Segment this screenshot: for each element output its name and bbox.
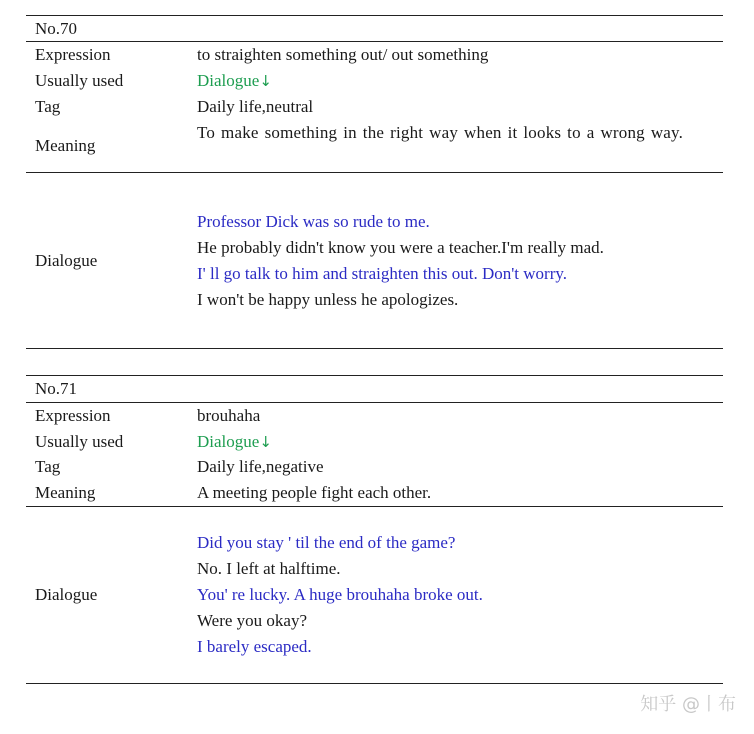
tag-value: Daily life,neutral (197, 97, 314, 116)
usually-used-text: Dialogue (197, 71, 260, 90)
dialogue-line: I barely escaped. (197, 637, 312, 656)
bottom-rule (26, 683, 723, 684)
top-rule (26, 15, 723, 16)
expression-label: Expression (35, 406, 111, 425)
arrow-down-icon: ↓ (259, 433, 272, 451)
meaning-label: Meaning (35, 136, 96, 155)
dialogue-top-rule (26, 172, 723, 173)
bottom-rule (26, 348, 723, 349)
dialogue-label: Dialogue (35, 251, 98, 270)
dialogue-line: I' ll go talk to him and straighten this out. Don't worry. (197, 264, 568, 283)
header-rule (26, 41, 723, 42)
top-rule (26, 375, 723, 376)
entry-number: No.70 (35, 19, 78, 38)
usually-used-value (197, 432, 715, 452)
meaning-value: To make something in the right way when it looks to a wrong way. (197, 123, 684, 142)
dialogue-label: Dialogue (35, 585, 98, 604)
expression-value: brouhaha (197, 406, 261, 425)
expression-label: Expression (35, 45, 111, 64)
expression-value: to straighten something out/ out something (197, 45, 489, 64)
arrow-down-icon: ↓ (259, 72, 272, 90)
entry-71 (26, 360, 723, 690)
entry-number: No.71 (35, 379, 78, 398)
dialogue-line: He probably didn't know you were a teacher.I'm really mad. (197, 238, 604, 257)
usually-used-label: Usually used (35, 432, 124, 451)
tag-label: Tag (35, 457, 61, 476)
dialogue-line: Did you stay ' til the end of the game? (197, 533, 456, 552)
usually-used-text: Dialogue (197, 432, 260, 451)
watermark: 知乎 @丨布 (640, 694, 736, 715)
dialogue-line: Were you okay? (197, 611, 308, 630)
usually-used-value (197, 71, 715, 91)
tag-value: Daily life,negative (197, 457, 324, 476)
dialogue-line: Professor Dick was so rude to me. (197, 212, 430, 231)
meaning-label: Meaning (35, 483, 96, 502)
dialogue-line: I won't be happy unless he apologizes. (197, 290, 459, 309)
meaning-value: A meeting people fight each other. (197, 483, 432, 502)
tag-label: Tag (35, 97, 61, 116)
entry-70 (26, 0, 723, 360)
usually-used-label: Usually used (35, 71, 124, 90)
dialogue-top-rule (26, 506, 723, 507)
dialogue-line: No. I left at halftime. (197, 559, 341, 578)
dialogue-line: You' re lucky. A huge brouhaha broke out. (197, 585, 483, 604)
header-rule (26, 402, 723, 403)
